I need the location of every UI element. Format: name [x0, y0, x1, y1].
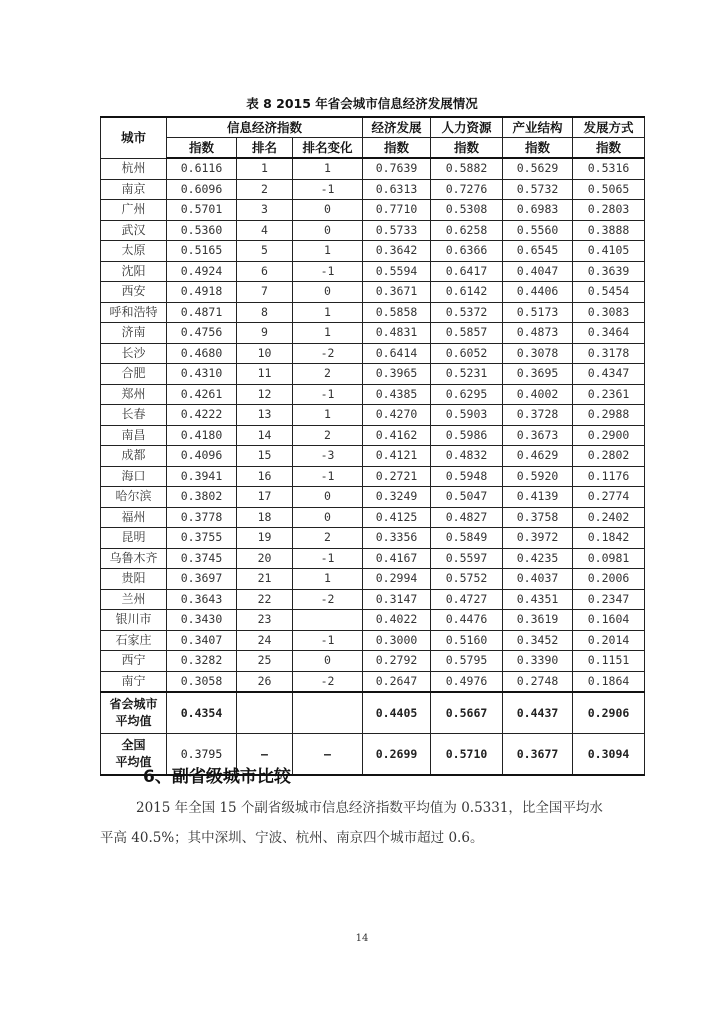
rank-cell: 19	[237, 528, 293, 549]
header-human-line2: 指数	[431, 138, 503, 159]
industry-cell: 0.4629	[503, 446, 573, 467]
rank-cell: 16	[237, 466, 293, 487]
industry-cell: 0.5629	[503, 158, 573, 179]
mode-cell: 0.5454	[573, 282, 645, 303]
city-cell: 银川市	[101, 610, 167, 631]
header-index: 指数	[167, 138, 237, 159]
industry-cell: 0.5173	[503, 302, 573, 323]
human-cell: 0.5667	[431, 692, 503, 734]
human-cell: 0.4476	[431, 610, 503, 631]
human-cell: 0.5597	[431, 548, 503, 569]
industry-cell: 0.5560	[503, 220, 573, 241]
rank-cell: 5	[237, 241, 293, 262]
table-row	[101, 364, 645, 385]
table-row	[101, 200, 645, 221]
human-cell: 0.5986	[431, 425, 503, 446]
header-rank-change: 排名变化	[293, 138, 363, 159]
paragraph-text-1: 2015 年全国 15 个副省级城市信息经济指数平均值为 0.5331，比全国平均水	[136, 800, 603, 816]
change-cell: 0	[293, 487, 363, 508]
city-cell: 乌鲁木齐	[101, 548, 167, 569]
index-cell: 0.4871	[167, 302, 237, 323]
index-cell: 0.4756	[167, 323, 237, 344]
rank-cell: 3	[237, 200, 293, 221]
econ-cell: 0.3642	[363, 241, 431, 262]
header-city: 城市	[101, 117, 167, 158]
index-cell: 0.3697	[167, 569, 237, 590]
change-cell: -2	[293, 343, 363, 364]
mode-cell: 0.5065	[573, 179, 645, 200]
human-cell: 0.5882	[431, 158, 503, 179]
mode-cell: 0.3639	[573, 261, 645, 282]
change-cell: –	[293, 734, 363, 776]
mode-cell: 0.2361	[573, 384, 645, 405]
human-cell: 0.5857	[431, 323, 503, 344]
average-label-cell: 全国 平均值	[101, 734, 167, 776]
industry-cell: 0.4351	[503, 589, 573, 610]
econ-cell: 0.3356	[363, 528, 431, 549]
mode-cell: 0.2906	[573, 692, 645, 734]
index-cell: 0.4261	[167, 384, 237, 405]
table-row	[101, 610, 645, 631]
index-cell: 0.3778	[167, 507, 237, 528]
human-cell: 0.6258	[431, 220, 503, 241]
mode-cell: 0.2402	[573, 507, 645, 528]
table-caption: 表 8 2015 年省会城市信息经济发展情况	[246, 96, 478, 111]
industry-cell: 0.4406	[503, 282, 573, 303]
city-cell: 郑州	[101, 384, 167, 405]
change-cell: -2	[293, 671, 363, 692]
human-cell: 0.6417	[431, 261, 503, 282]
index-cell: 0.3802	[167, 487, 237, 508]
econ-cell: 0.4125	[363, 507, 431, 528]
header-rank: 排名	[237, 138, 293, 159]
mode-cell: 0.2347	[573, 589, 645, 610]
table-row	[101, 425, 645, 446]
econ-cell: 0.6414	[363, 343, 431, 364]
human-cell: 0.5231	[431, 364, 503, 385]
econ-cell: 0.4270	[363, 405, 431, 426]
human-cell: 0.4727	[431, 589, 503, 610]
mode-cell: 0.3178	[573, 343, 645, 364]
econ-cell: 0.4405	[363, 692, 431, 734]
change-cell: 1	[293, 323, 363, 344]
change-cell	[293, 692, 363, 734]
table-row	[101, 569, 645, 590]
city-cell: 长沙	[101, 343, 167, 364]
econ-cell: 0.4385	[363, 384, 431, 405]
city-cell: 合肥	[101, 364, 167, 385]
industry-cell: 0.6983	[503, 200, 573, 221]
change-cell: 1	[293, 302, 363, 323]
change-cell: -1	[293, 179, 363, 200]
human-cell: 0.7276	[431, 179, 503, 200]
human-cell: 0.5849	[431, 528, 503, 549]
change-cell: -1	[293, 466, 363, 487]
industry-cell: 0.3728	[503, 405, 573, 426]
mode-cell: 0.4347	[573, 364, 645, 385]
index-cell: 0.3282	[167, 651, 237, 672]
table-row	[101, 343, 645, 364]
rank-cell: 21	[237, 569, 293, 590]
index-cell: 0.4924	[167, 261, 237, 282]
index-cell: 0.3643	[167, 589, 237, 610]
change-cell: -3	[293, 446, 363, 467]
header-mode-line1: 发展方式	[573, 117, 645, 138]
city-cell: 杭州	[101, 158, 167, 179]
human-cell: 0.6295	[431, 384, 503, 405]
rank-cell: 1	[237, 158, 293, 179]
rank-cell: 6	[237, 261, 293, 282]
rank-cell: 18	[237, 507, 293, 528]
human-cell: 0.6366	[431, 241, 503, 262]
industry-cell: 0.4047	[503, 261, 573, 282]
index-cell: 0.4222	[167, 405, 237, 426]
econ-cell: 0.4162	[363, 425, 431, 446]
mode-cell: 0.5316	[573, 158, 645, 179]
index-cell: 0.3407	[167, 630, 237, 651]
index-cell: 0.6096	[167, 179, 237, 200]
city-cell: 兰州	[101, 589, 167, 610]
mode-cell: 0.1151	[573, 651, 645, 672]
table-row	[101, 528, 645, 549]
rank-cell: 17	[237, 487, 293, 508]
industry-cell: 0.4235	[503, 548, 573, 569]
index-cell: 0.4918	[167, 282, 237, 303]
econ-cell: 0.4121	[363, 446, 431, 467]
index-cell: 0.3745	[167, 548, 237, 569]
rank-cell	[237, 692, 293, 734]
econ-cell: 0.5858	[363, 302, 431, 323]
mode-cell: 0.2900	[573, 425, 645, 446]
city-cell: 西宁	[101, 651, 167, 672]
human-cell: 0.5372	[431, 302, 503, 323]
human-cell: 0.5903	[431, 405, 503, 426]
table-row	[101, 446, 645, 467]
human-cell: 0.5710	[431, 734, 503, 776]
rank-cell: 20	[237, 548, 293, 569]
city-cell: 西安	[101, 282, 167, 303]
provincial-capitals-info-economy-table	[100, 116, 645, 776]
header-human-line1: 人力资源	[431, 117, 503, 138]
industry-cell: 0.6545	[503, 241, 573, 262]
mode-cell: 0.2006	[573, 569, 645, 590]
mode-cell: 0.3464	[573, 323, 645, 344]
econ-cell: 0.4831	[363, 323, 431, 344]
econ-cell: 0.3147	[363, 589, 431, 610]
econ-cell: 0.2994	[363, 569, 431, 590]
change-cell: -1	[293, 384, 363, 405]
mode-cell: 0.2803	[573, 200, 645, 221]
index-cell: 0.3430	[167, 610, 237, 631]
change-cell: 0	[293, 282, 363, 303]
table-row	[101, 507, 645, 528]
econ-cell: 0.3671	[363, 282, 431, 303]
change-cell: 0	[293, 200, 363, 221]
industry-cell: 0.3673	[503, 425, 573, 446]
mode-cell: 0.3083	[573, 302, 645, 323]
average-row	[101, 692, 645, 734]
industry-cell: 0.4139	[503, 487, 573, 508]
city-cell: 贵阳	[101, 569, 167, 590]
rank-cell: 7	[237, 282, 293, 303]
econ-cell: 0.3965	[363, 364, 431, 385]
change-cell: 2	[293, 528, 363, 549]
index-cell: 0.6116	[167, 158, 237, 179]
mode-cell: 0.2988	[573, 405, 645, 426]
mode-cell: 0.2802	[573, 446, 645, 467]
mode-cell: 0.1864	[573, 671, 645, 692]
change-cell: 0	[293, 651, 363, 672]
header-industry-line1: 产业结构	[503, 117, 573, 138]
rank-cell: 23	[237, 610, 293, 631]
econ-cell: 0.6313	[363, 179, 431, 200]
header-mode-line2: 指数	[573, 138, 645, 159]
industry-cell: 0.3619	[503, 610, 573, 631]
paragraph-line-1	[110, 793, 630, 823]
section-heading: 6、副省级城市比较	[143, 767, 291, 787]
rank-cell: 11	[237, 364, 293, 385]
rank-cell: 12	[237, 384, 293, 405]
econ-cell: 0.7710	[363, 200, 431, 221]
econ-cell: 0.3000	[363, 630, 431, 651]
rank-cell: 14	[237, 425, 293, 446]
rank-cell: 25	[237, 651, 293, 672]
industry-cell: 0.4037	[503, 569, 573, 590]
city-cell: 长春	[101, 405, 167, 426]
human-cell: 0.5308	[431, 200, 503, 221]
mode-cell: 0.1176	[573, 466, 645, 487]
change-cell: 2	[293, 425, 363, 446]
header-econ-line1: 经济发展	[363, 117, 431, 138]
industry-cell: 0.4873	[503, 323, 573, 344]
table-row	[101, 589, 645, 610]
change-cell: -2	[293, 589, 363, 610]
table-row	[101, 384, 645, 405]
rank-cell: 24	[237, 630, 293, 651]
city-cell: 福州	[101, 507, 167, 528]
index-cell: 0.3941	[167, 466, 237, 487]
mode-cell: 0.1842	[573, 528, 645, 549]
mode-cell: 0.3094	[573, 734, 645, 776]
industry-cell: 0.3390	[503, 651, 573, 672]
page-number: 14	[355, 933, 369, 944]
table-row	[101, 651, 645, 672]
table-row	[101, 323, 645, 344]
econ-cell: 0.2792	[363, 651, 431, 672]
table-row	[101, 302, 645, 323]
table-row	[101, 261, 645, 282]
table-row	[101, 548, 645, 569]
mode-cell: 0.2774	[573, 487, 645, 508]
human-cell: 0.4827	[431, 507, 503, 528]
change-cell: 1	[293, 405, 363, 426]
change-cell: 0	[293, 507, 363, 528]
city-cell: 海口	[101, 466, 167, 487]
industry-cell: 0.3758	[503, 507, 573, 528]
econ-cell: 0.5733	[363, 220, 431, 241]
change-cell: 2	[293, 364, 363, 385]
mode-cell: 0.3888	[573, 220, 645, 241]
econ-cell: 0.2699	[363, 734, 431, 776]
industry-cell: 0.3452	[503, 630, 573, 651]
city-cell: 昆明	[101, 528, 167, 549]
city-cell: 成都	[101, 446, 167, 467]
table-row	[101, 671, 645, 692]
rank-cell: 13	[237, 405, 293, 426]
header-info-economy-group: 信息经济指数	[167, 117, 363, 138]
average-label-cell: 省会城市 平均值	[101, 692, 167, 734]
human-cell: 0.5948	[431, 466, 503, 487]
industry-cell: 0.4437	[503, 692, 573, 734]
table-row	[101, 179, 645, 200]
table-row	[101, 158, 645, 179]
change-cell: 0	[293, 220, 363, 241]
rank-cell: 22	[237, 589, 293, 610]
table-body	[101, 158, 645, 775]
city-cell: 哈尔滨	[101, 487, 167, 508]
mode-cell: 0.2014	[573, 630, 645, 651]
change-cell: -1	[293, 548, 363, 569]
table-row	[101, 466, 645, 487]
industry-cell: 0.3677	[503, 734, 573, 776]
rank-cell: 10	[237, 343, 293, 364]
econ-cell: 0.7639	[363, 158, 431, 179]
change-cell: -1	[293, 261, 363, 282]
industry-cell: 0.5732	[503, 179, 573, 200]
index-cell: 0.5701	[167, 200, 237, 221]
mode-cell: 0.0981	[573, 548, 645, 569]
table-row	[101, 241, 645, 262]
industry-cell: 0.3078	[503, 343, 573, 364]
human-cell: 0.5047	[431, 487, 503, 508]
city-cell: 武汉	[101, 220, 167, 241]
rank-cell: 8	[237, 302, 293, 323]
change-cell: 1	[293, 158, 363, 179]
city-cell: 呼和浩特	[101, 302, 167, 323]
table-row	[101, 630, 645, 651]
rank-cell: –	[237, 734, 293, 776]
industry-cell: 0.3972	[503, 528, 573, 549]
human-cell: 0.5795	[431, 651, 503, 672]
change-cell	[293, 610, 363, 631]
human-cell: 0.4976	[431, 671, 503, 692]
industry-cell: 0.4002	[503, 384, 573, 405]
mode-cell: 0.4105	[573, 241, 645, 262]
rank-cell: 26	[237, 671, 293, 692]
city-cell: 太原	[101, 241, 167, 262]
human-cell: 0.5160	[431, 630, 503, 651]
rank-cell: 9	[237, 323, 293, 344]
econ-cell: 0.2721	[363, 466, 431, 487]
index-cell: 0.4354	[167, 692, 237, 734]
index-cell: 0.3755	[167, 528, 237, 549]
index-cell: 0.4310	[167, 364, 237, 385]
rank-cell: 15	[237, 446, 293, 467]
index-cell: 0.4096	[167, 446, 237, 467]
table-row	[101, 282, 645, 303]
rank-cell: 2	[237, 179, 293, 200]
paragraph-line-2: 平高 40.5%；其中深圳、宁波、杭州、南京四个城市超过 0.6。	[100, 830, 484, 846]
city-cell: 沈阳	[101, 261, 167, 282]
change-cell: 1	[293, 241, 363, 262]
index-cell: 0.3058	[167, 671, 237, 692]
city-cell: 石家庄	[101, 630, 167, 651]
change-cell: 1	[293, 569, 363, 590]
table-row	[101, 487, 645, 508]
econ-cell: 0.2647	[363, 671, 431, 692]
city-cell: 广州	[101, 200, 167, 221]
industry-cell: 0.5920	[503, 466, 573, 487]
table-row	[101, 405, 645, 426]
mode-cell: 0.1604	[573, 610, 645, 631]
econ-cell: 0.4022	[363, 610, 431, 631]
city-cell: 南昌	[101, 425, 167, 446]
industry-cell: 0.3695	[503, 364, 573, 385]
rank-cell: 4	[237, 220, 293, 241]
econ-cell: 0.5594	[363, 261, 431, 282]
index-cell: 0.4680	[167, 343, 237, 364]
header-industry-line2: 指数	[503, 138, 573, 159]
human-cell: 0.4832	[431, 446, 503, 467]
header-econ-line2: 指数	[363, 138, 431, 159]
index-cell: 0.3795	[167, 734, 237, 776]
econ-cell: 0.3249	[363, 487, 431, 508]
city-cell: 济南	[101, 323, 167, 344]
econ-cell: 0.4167	[363, 548, 431, 569]
index-cell: 0.4180	[167, 425, 237, 446]
industry-cell: 0.2748	[503, 671, 573, 692]
city-cell: 南宁	[101, 671, 167, 692]
human-cell: 0.6052	[431, 343, 503, 364]
human-cell: 0.6142	[431, 282, 503, 303]
human-cell: 0.5752	[431, 569, 503, 590]
change-cell: -1	[293, 630, 363, 651]
table-row	[101, 220, 645, 241]
city-cell: 南京	[101, 179, 167, 200]
index-cell: 0.5165	[167, 241, 237, 262]
index-cell: 0.5360	[167, 220, 237, 241]
